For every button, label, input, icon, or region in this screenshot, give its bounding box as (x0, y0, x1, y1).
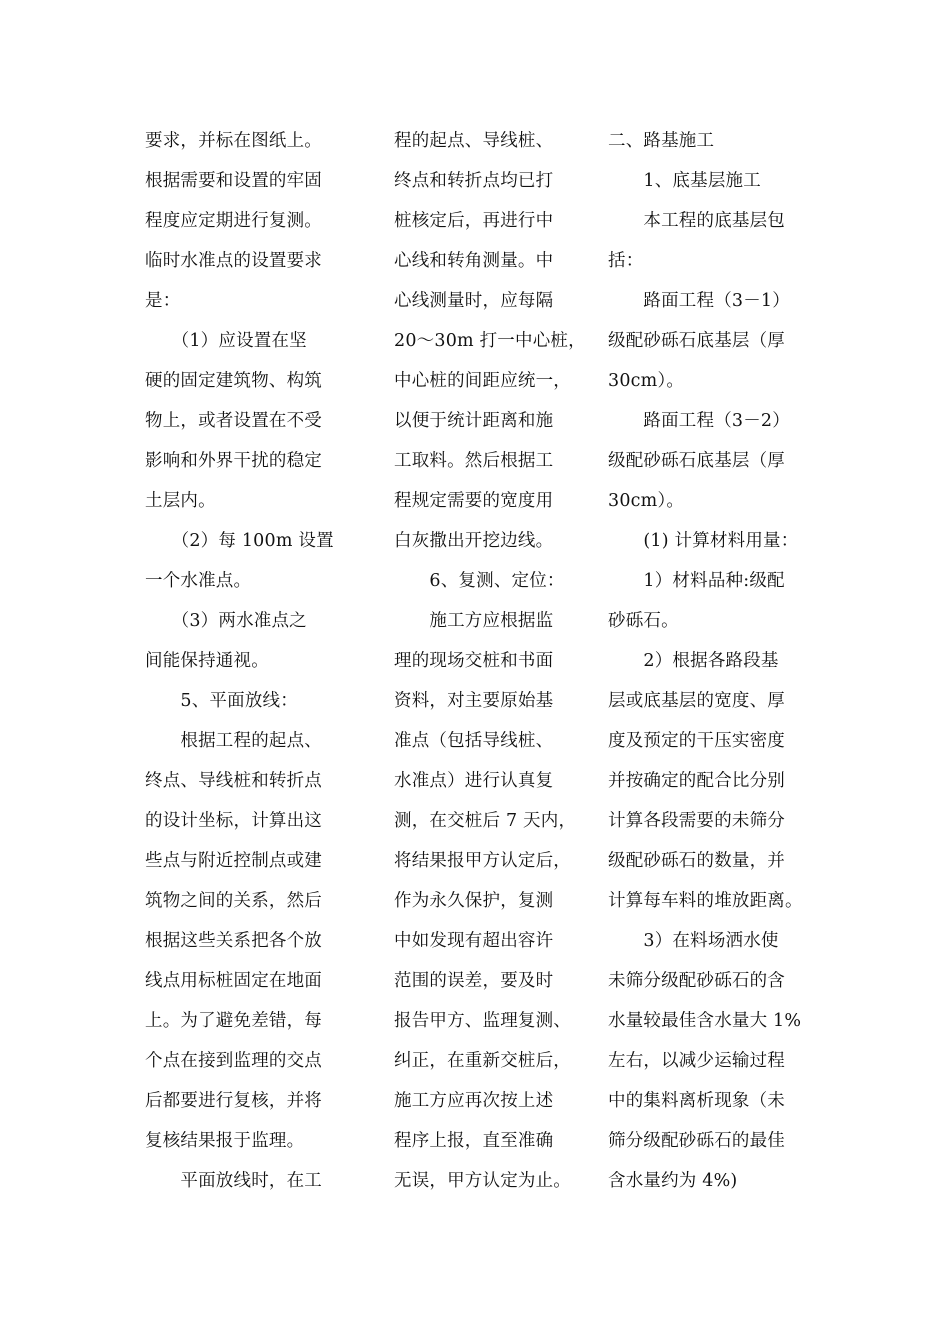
text-line: (1) 计算材料用量： (608, 531, 799, 551)
text-line: 度及预定的干压实密度 (608, 731, 785, 751)
text-line: 本工程的底基层包 (608, 211, 785, 231)
text-line: 砂砾石。 (608, 611, 679, 631)
text-line: 5、平面放线： (145, 691, 298, 711)
text-line: （1）应设置在坚 (145, 331, 307, 351)
text-line: 报告甲方、监理复测、 (394, 1011, 571, 1031)
text-line: 2）根据各路段基 (608, 651, 779, 671)
text-line: 级配砂砾石底基层（厚 (608, 451, 785, 471)
text-column-2 (394, 121, 604, 1201)
text-line: 些点与附近控制点或建 (145, 851, 322, 871)
text-line: 根据需要和设置的牢固 (145, 171, 322, 191)
text-line: 上。为了避免差错，每 (145, 1011, 322, 1031)
text-line: 程度应定期进行复测。 (145, 211, 322, 231)
text-line: 筑物之间的关系，然后 (145, 891, 322, 911)
text-line: （3）两水准点之 (145, 611, 307, 631)
text-line: 括： (608, 251, 644, 271)
text-line: 级配砂砾石底基层（厚 (608, 331, 785, 351)
text-line: 平面放线时，在工 (145, 1171, 322, 1191)
text-line: 白灰撒出开挖边线。 (394, 531, 554, 551)
text-line: 施工方应根据监 (394, 611, 554, 631)
text-line: 中心桩的间距应统一， (394, 371, 571, 391)
text-line: 含水量约为 4%) (608, 1171, 738, 1191)
text-line: 心线和转角测量。中 (394, 251, 554, 271)
text-line: 准点（包括导线桩、 (394, 731, 554, 751)
text-line: 根据这些关系把各个放 (145, 931, 322, 951)
text-line: 路面工程（3－1） (608, 291, 790, 311)
text-line: 3）在料场洒水使 (608, 931, 779, 951)
text-column-3 (608, 121, 814, 1201)
text-line: 临时水准点的设置要求 (145, 251, 322, 271)
text-line: 心线测量时，应每隔 (394, 291, 554, 311)
text-line: 左右，以减少运输过程 (608, 1051, 785, 1071)
text-line: 将结果报甲方认定后， (394, 851, 571, 871)
text-line: 资料，对主要原始基 (394, 691, 554, 711)
text-line: 1、底基层施工 (608, 171, 761, 191)
text-line: 个点在接到监理的交点 (145, 1051, 322, 1071)
text-line: 水量较最佳含水量大 1% (608, 1011, 802, 1031)
text-line: 测，在交桩后 7 天内， (394, 811, 577, 831)
text-line: 程规定需要的宽度用 (394, 491, 554, 511)
text-line: 未筛分级配砂砾石的含 (608, 971, 785, 991)
text-line: 并按确定的配合比分别 (608, 771, 785, 791)
text-line: 影响和外界干扰的稳定 (145, 451, 322, 471)
text-line: 一个水准点。 (145, 571, 252, 591)
text-line: 工取料。然后根据工 (394, 451, 554, 471)
text-line: 中如发现有超出容许 (394, 931, 554, 951)
text-line: 二、路基施工 (608, 131, 715, 151)
text-line: 范围的误差，要及时 (394, 971, 554, 991)
text-line: 终点、导线桩和转折点 (145, 771, 322, 791)
text-line: 水准点）进行认真复 (394, 771, 554, 791)
text-line: 30cm）。 (608, 371, 685, 391)
text-line: 复核结果报于监理。 (145, 1131, 305, 1151)
text-line: 根据工程的起点、 (145, 731, 322, 751)
text-line: 程序上报，直至准确 (394, 1131, 554, 1151)
text-line: 施工方应再次按上述 (394, 1091, 554, 1111)
text-line: 无误，甲方认定为止。 (394, 1171, 571, 1191)
text-line: 后都要进行复核，并将 (145, 1091, 322, 1111)
text-line: 1）材料品种:级配 (608, 571, 785, 591)
text-column-1 (145, 121, 355, 1201)
text-line: 以便于统计距离和施 (394, 411, 554, 431)
text-line: 理的现场交桩和书面 (394, 651, 554, 671)
text-line: 纠正，在重新交桩后， (394, 1051, 571, 1071)
text-line: 级配砂砾石的数量，并 (608, 851, 785, 871)
text-line: 计算每车料的堆放距离。 (608, 891, 803, 911)
text-line: 层或底基层的宽度、厚 (608, 691, 785, 711)
text-line: 要求，并标在图纸上。 (145, 131, 322, 151)
text-line: 硬的固定建筑物、构筑 (145, 371, 322, 391)
text-line: 30cm）。 (608, 491, 685, 511)
text-line: 间能保持通视。 (145, 651, 269, 671)
text-line: 筛分级配砂砾石的最佳 (608, 1131, 785, 1151)
text-line: 物上，或者设置在不受 (145, 411, 322, 431)
text-line: 线点用标桩固定在地面 (145, 971, 322, 991)
text-line: 中的集料离析现象（未 (608, 1091, 785, 1111)
text-line: 路面工程（3－2） (608, 411, 790, 431)
text-line: 的设计坐标，计算出这 (145, 811, 322, 831)
text-line: 计算各段需要的未筛分 (608, 811, 785, 831)
text-line: 20～30m 打一中心桩， (394, 331, 586, 351)
text-line: 6、复测、定位： (394, 571, 565, 591)
text-line: 终点和转折点均已打 (394, 171, 554, 191)
text-line: 程的起点、导线桩、 (394, 131, 554, 151)
text-line: （2）每 100m 设置 (145, 531, 334, 551)
text-line: 桩核定后，再进行中 (394, 211, 554, 231)
text-line: 土层内。 (145, 491, 216, 511)
text-line: 作为永久保护，复测 (394, 891, 554, 911)
text-line: 是： (145, 291, 181, 311)
